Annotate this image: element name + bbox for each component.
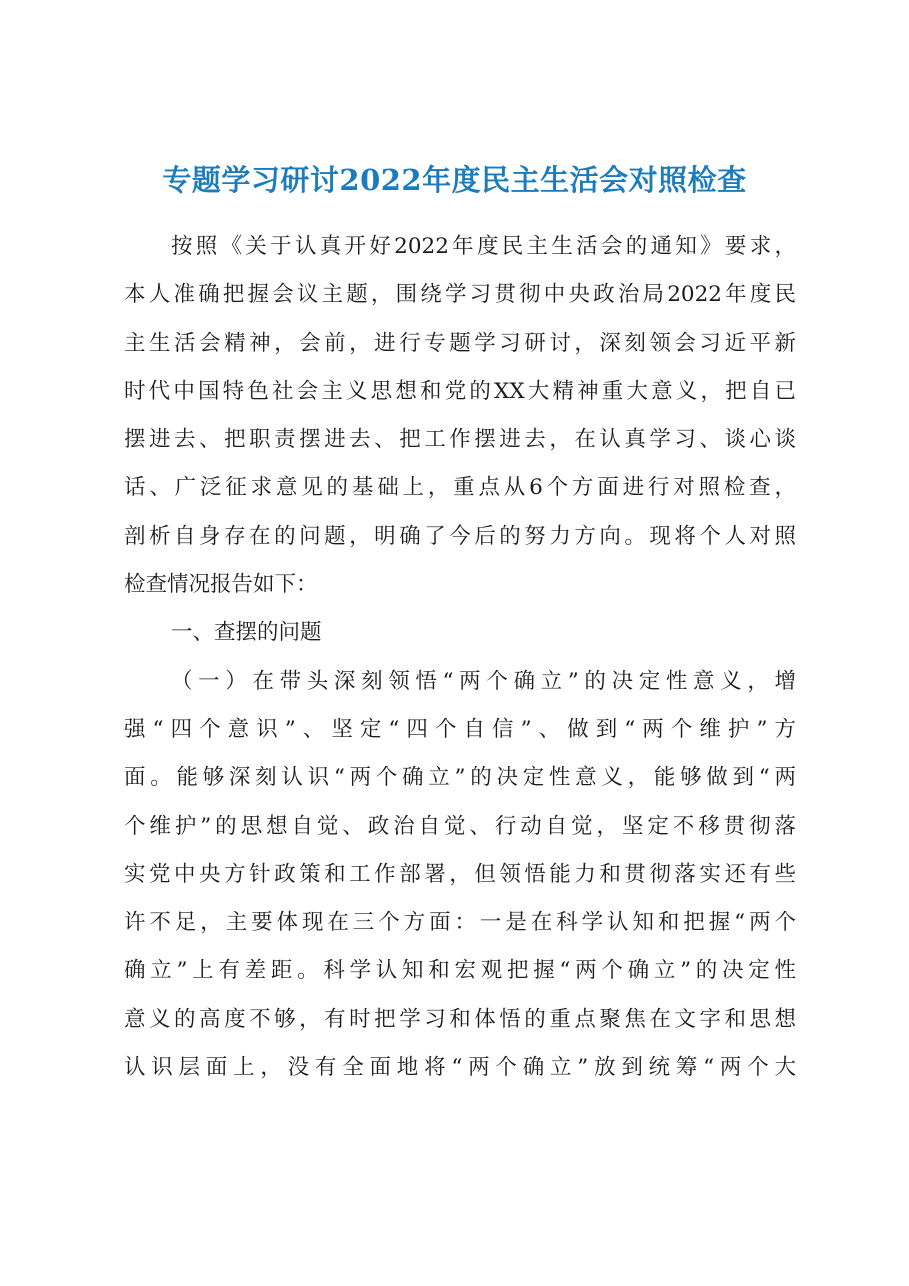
text-line: 摆进去、把职责摆进去、把工作摆进去，在认真学习、谈心谈 — [124, 427, 796, 453]
paragraph-intro — [124, 223, 796, 609]
text-line: 意义的高度不够，有时把学习和体悟的重点聚焦在文字和思想 — [124, 1006, 796, 1032]
text-line: （一）在带头深刻领悟“两个确立”的决定性意义，增 — [171, 668, 796, 694]
text-line: 本人准确把握会议主题，围绕学习贯彻中央政治局2022年度民 — [124, 282, 796, 308]
paragraph-item-one — [124, 658, 796, 1093]
text-line: 检查情况报告如下： — [124, 572, 318, 598]
document-title: 专题学习研讨2022年度民主生活会对照检查 — [162, 163, 747, 197]
section-heading — [124, 609, 796, 657]
text-line: 面。能够深刻认识“两个确立”的决定性意义，能够做到“两 — [124, 765, 796, 791]
document-body — [124, 223, 796, 1092]
text-line: 按照《关于认真开好2022年度民主生活会的通知》要求， — [171, 234, 796, 259]
heading-line: 一、查摆的问题 — [171, 620, 322, 646]
text-line: 个维护”的思想自觉、政治自觉、行动自觉，坚定不移贯彻落 — [124, 813, 796, 839]
text-line: 时代中国特色社会主义思想和党的XX大精神重大意义，把自已 — [124, 378, 796, 404]
text-line: 强“四个意识”、坚定“四个自信”、做到“两个维护”方 — [124, 716, 796, 742]
text-line: 认识层面上，没有全面地将“两个确立”放到统筹“两个大 — [124, 1055, 796, 1081]
text-line: 许不足，主要体现在三个方面：一是在科学认知和把握“两个 — [124, 910, 796, 936]
text-line: 话、广泛征求意见的基础上，重点从6个方面进行对照检查， — [124, 475, 796, 501]
text-line: 主生活会精神，会前，进行专题学习研讨，深刻领会习近平新 — [124, 330, 796, 356]
text-line: 剖析自身存在的问题，明确了今后的努力方向。现将个人对照 — [124, 523, 796, 549]
text-line: 确立”上有差距。科学认知和宏观把握“两个确立”的决定性 — [124, 958, 796, 984]
text-line: 实党中央方针政策和工作部署，但领悟能力和贯彻落实还有些 — [124, 861, 796, 887]
